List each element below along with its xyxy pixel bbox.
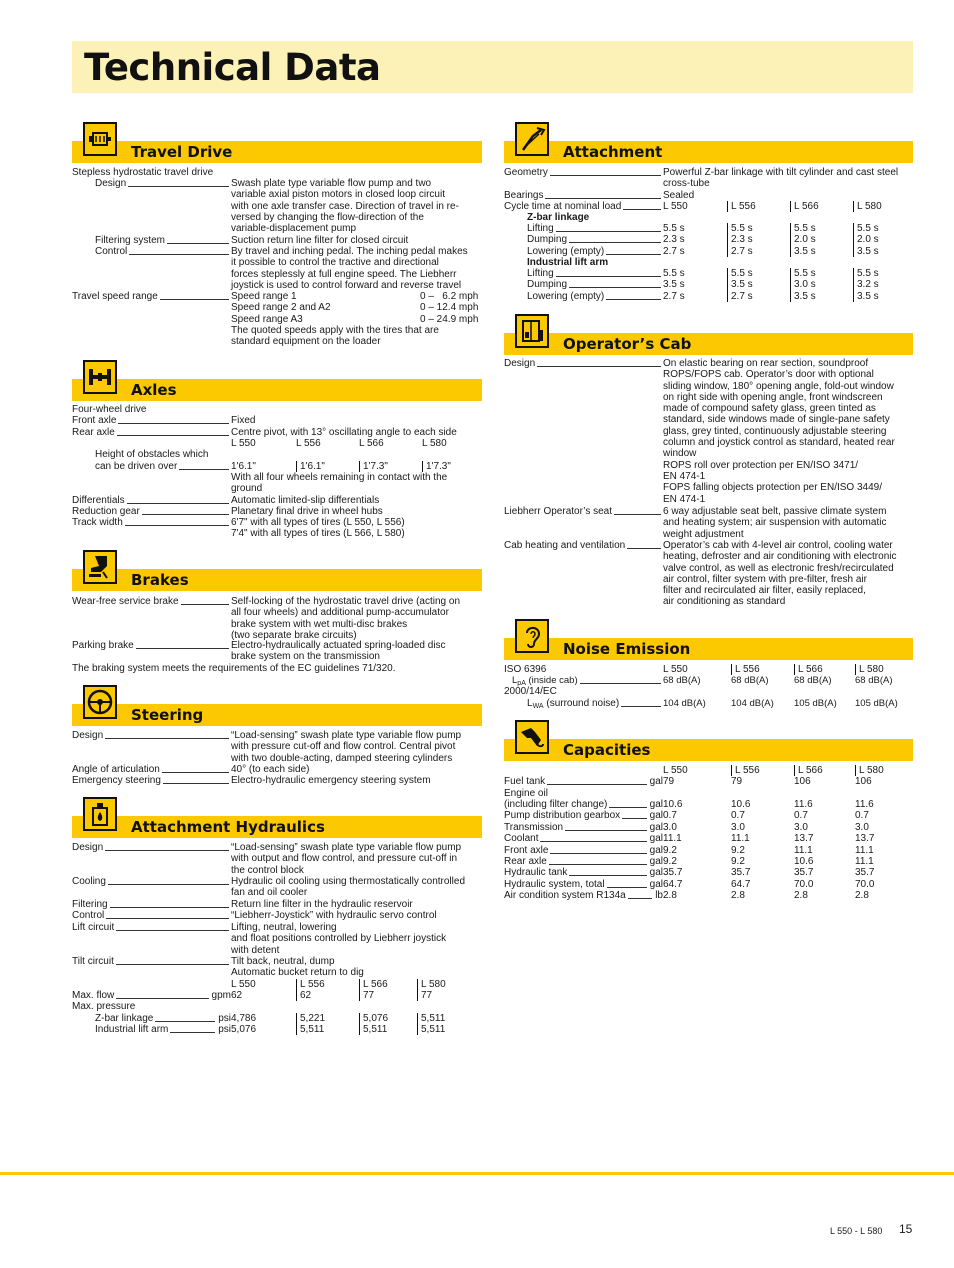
capacity-value: 3.0: [663, 822, 677, 833]
model-label: L 566: [794, 765, 855, 776]
capacity-value: 2.8: [731, 890, 745, 901]
cab-icon: [515, 314, 549, 348]
hyd-control-row: [72, 910, 482, 921]
cycle-value: 2.0 s: [790, 234, 853, 245]
cycle-value: 3.2 s: [853, 279, 879, 290]
row-label: Front axle: [72, 415, 117, 426]
obstacle-value: 1'7.3": [359, 461, 422, 472]
capacity-value: 11.1: [855, 856, 874, 867]
model-label: L 566: [359, 979, 417, 990]
travel-control-row: [95, 246, 485, 291]
cab-heating-row: [504, 540, 913, 608]
noise-value: 68 dB(A): [663, 675, 701, 686]
row-value: Swash plate type variable flow pump and two variable axial piston motors in closed loop circuit with one axle transfer case. Direction of travel in re- versed by changing the flow-direction of the variable-displacement pump: [231, 178, 459, 235]
capacity-row: [504, 833, 913, 844]
row-label: Hydraulic system, total: [504, 879, 605, 890]
speed-note: The quoted speeds apply with the tires that are standard equipment on the loader: [231, 324, 439, 348]
section-brakes: [72, 550, 482, 592]
cycle-value: 2.7 s: [663, 290, 685, 302]
att-bearings-row: [504, 190, 913, 201]
hyd-flow-row: [72, 990, 482, 1001]
noise-value: 104 dB(A): [663, 698, 706, 709]
att-geometry-row: [504, 167, 913, 190]
row-value: Planetary final drive in wheel hubs: [231, 506, 383, 517]
row-value: Sealed: [663, 190, 695, 201]
row-label: Z-bar linkage: [95, 1013, 154, 1024]
capacity-value: 70.0: [794, 879, 814, 890]
steering-wheel-icon: [83, 685, 117, 719]
page-title: Technical Data: [84, 46, 381, 89]
row-label: Design: [95, 178, 127, 189]
capacity-value: 3.0: [794, 822, 808, 833]
axles-model-header: [231, 438, 447, 449]
row-value: Tilt back, neutral, dump Automatic bucket return to dig: [231, 956, 364, 979]
brakes-note: The braking system meets the requirements of the EC guidelines 71/320.: [72, 663, 396, 674]
section-title: Capacities: [563, 741, 651, 759]
travel-speed-row: [72, 291, 482, 347]
section-title: Travel Drive: [131, 143, 233, 161]
cycle-value: 5.5 s: [853, 223, 879, 234]
brake-pedal-icon: [83, 550, 117, 584]
lift-arm-icon: [515, 122, 549, 156]
row-value: Hydraulic oil cooling using thermostatically controlled fan and oil cooler: [231, 876, 465, 899]
section-operators-cab: [504, 314, 913, 356]
capacity-value: 9.2: [663, 845, 677, 856]
row-label: Cycle time at nominal load: [504, 201, 622, 212]
axles-four-wheel: Four-wheel drive: [72, 404, 147, 415]
cycle-value: 2.3 s: [727, 234, 790, 245]
row-value: Powerful Z-bar linkage with tilt cylinder and cast steel cross-tube: [663, 167, 899, 190]
ear-icon: [515, 619, 549, 653]
section-title: Noise Emission: [563, 640, 691, 658]
row-value: Centre pivot, with 13° oscillating angle to each side: [231, 427, 457, 438]
pressure-value: 4,786: [231, 1013, 257, 1024]
speed-name: Speed range A3: [231, 313, 303, 325]
cycle-value: 5.5 s: [790, 223, 853, 234]
row-label: Filtering system: [95, 235, 166, 246]
row-label: Lifting: [527, 223, 554, 234]
row-label: (including filter change): [504, 799, 608, 810]
row-value: “Liebherr-Joystick” with hydraulic servo control: [231, 910, 437, 921]
capacity-value: 11.1: [855, 845, 874, 856]
capacity-value: 2.8: [855, 890, 869, 901]
model-label: L 550: [663, 201, 688, 212]
capacity-value: 11.1: [663, 833, 682, 844]
capacity-row: [504, 799, 913, 810]
unit: gal: [649, 822, 663, 833]
fuel-nozzle-icon: [515, 720, 549, 754]
capacity-value: 79: [663, 776, 675, 787]
obstacle-value: 1'6.1": [231, 461, 256, 472]
model-label: L 580: [417, 979, 446, 990]
row-label: Tilt circuit: [72, 956, 114, 967]
capacity-value: 35.7: [794, 867, 814, 878]
row-label: Differentials: [72, 495, 125, 506]
cycle-value: 5.5 s: [663, 223, 685, 234]
row-label: Cab heating and ventilation: [504, 540, 626, 551]
row-label: Pump distribution gearbox: [504, 810, 621, 821]
model-label: L 580: [855, 664, 884, 675]
capacity-value: 3.0: [731, 822, 745, 833]
steering-angle-row: [72, 764, 482, 775]
model-label: L 556: [731, 664, 794, 675]
row-value: Self-locking of the hydrostatic travel drive (acting on all four wheels) and additional pump-accumulator brake system with wet multi-disc brakes (two separate brake circuits): [231, 596, 460, 641]
steering-design-row: [72, 730, 482, 764]
row-label: $L_{WA}$ (surround noise): [527, 698, 620, 710]
cycle-value: 2.7 s: [727, 246, 790, 257]
model-label: L 566: [794, 664, 855, 675]
row-label: Emergency steering: [72, 775, 161, 786]
capacity-value: 106: [794, 776, 811, 787]
cycle-row: [527, 223, 913, 234]
travel-stepless: Stepless hydrostatic travel drive: [72, 167, 214, 178]
row-label: Rear axle: [504, 856, 547, 867]
speed-value: 0 – 6.2 mph: [420, 291, 479, 302]
row-label: Angle of articulation: [72, 764, 160, 775]
capacity-value: 0.7: [855, 810, 869, 821]
unit: lb: [655, 890, 663, 901]
row-value: By travel and inching pedal. The inching pedal makes it possible to control the tractive and directional forces steplessly at full engine speed. The Liebherr joystick is used to control forward and reverse travel: [231, 246, 468, 291]
row-label: Design: [72, 730, 104, 741]
row-label: Reduction gear: [72, 506, 140, 517]
capacity-value: 64.7: [731, 879, 751, 890]
row-label: Filtering: [72, 899, 108, 910]
capacity-value: 9.2: [731, 845, 745, 856]
section-title: Attachment Hydraulics: [131, 818, 325, 836]
hyd-cooling-row: [72, 876, 482, 899]
row-label: Travel speed range: [72, 291, 158, 302]
row-label: Transmission: [504, 822, 564, 833]
obstacle-value: 1'6.1": [296, 461, 359, 472]
cycle-value: 2.7 s: [727, 291, 790, 302]
pressure-value: 5,511: [296, 1024, 359, 1035]
cap-model-header: [663, 765, 884, 776]
row-value: On elastic bearing on rear section, soundproof ROPS/FOPS cab. Operator’s door with optional sliding window, 180° opening angle, fold-out window on right side with opening angle, front windscreen made of compound safety glass, green tinted as standard, side windows made of single-pane safety glass, grey tinted, continuously adjustable steering column and joystick control as standard, heated rear window ROPS roll over protection per EN/ISO 3471/ EN 474-1 FOPS falling objects protection per EN/ISO 3449/ EN 474-1: [663, 358, 895, 505]
section-title: Steering: [131, 706, 204, 724]
row-label: Rear axle: [72, 427, 115, 438]
unit: gal: [649, 799, 663, 810]
capacity-value: 2.8: [794, 890, 808, 901]
section-title: Attachment: [563, 143, 663, 161]
capacity-value: 79: [731, 776, 743, 787]
brakes-parking-row: [72, 640, 482, 663]
capacity-row: [504, 810, 913, 821]
footer-model: L 550 - L 580: [830, 1226, 883, 1236]
row-label: Wear-free service brake: [72, 596, 179, 607]
capacity-value: 11.6: [794, 799, 813, 810]
hyd-filtering-row: [72, 899, 482, 910]
brakes-service-row: [72, 596, 482, 641]
row-value: “Load-sensing” swash plate type variable flow pump with output and flow control, and pressure cut-off in the control block: [231, 842, 462, 876]
row-label: Control: [95, 246, 128, 257]
row-label: Lowering (empty): [527, 290, 605, 302]
section-attachment-hydraulics: [72, 797, 482, 839]
pressure-label: Max. pressure: [72, 1001, 136, 1012]
zbar-title: Z-bar linkage: [527, 212, 590, 223]
cycle-row: [527, 279, 913, 290]
capacity-value: 35.7: [731, 867, 751, 878]
cab-design-row: [504, 358, 913, 505]
row-label: Front axle: [504, 845, 549, 856]
model-label: L 580: [422, 438, 447, 449]
capacity-row: [504, 890, 913, 901]
model-label: L 556: [296, 438, 321, 449]
hyd-tilt-row: [72, 956, 482, 979]
ind-title: Industrial lift arm: [527, 257, 609, 268]
axles-track-row: [72, 517, 482, 540]
cycle-value: 3.5 s: [663, 279, 685, 291]
capacity-value: 13.7: [855, 833, 875, 844]
travel-filtering-row: [95, 235, 485, 246]
section-noise-emission: [504, 619, 913, 661]
hyd-design-row: [72, 842, 482, 876]
capacity-value: 0.7: [731, 810, 745, 821]
noise-value: 68 dB(A): [794, 675, 832, 686]
section-axles: [72, 360, 482, 402]
cycle-value: 2.0 s: [853, 234, 879, 245]
model-label: L 550: [231, 438, 256, 449]
capacity-row: [504, 856, 913, 867]
noise-iso-row: [504, 664, 913, 675]
noise-lpa-row: [512, 675, 913, 686]
row-label: ISO 6396: [504, 664, 547, 675]
row-label: Cooling: [72, 876, 106, 887]
capacity-value: 2.8: [663, 890, 677, 901]
obstacles-label: Height of obstacles which: [95, 449, 209, 460]
model-label: L 550: [663, 664, 688, 675]
capacity-value: 35.7: [663, 867, 683, 878]
pressure-value: 5,076: [231, 1024, 257, 1035]
row-value: Lifting, neutral, lowering and float positions controlled by Liebherr joystick with detent: [231, 922, 447, 956]
unit: psi: [218, 1024, 231, 1035]
page-number: 15: [899, 1222, 913, 1236]
axles-obstacles-row: [95, 461, 485, 472]
unit: gal: [649, 810, 663, 821]
model-label: L 556: [727, 201, 790, 212]
row-value: Return line filter in the hydraulic reservoir: [231, 899, 413, 910]
travel-design-row: [95, 178, 485, 234]
section-title: Axles: [131, 381, 177, 399]
capacity-value: 35.7: [855, 867, 875, 878]
capacity-value: 106: [855, 776, 872, 787]
row-value: 40° (to each side): [231, 764, 310, 775]
flow-value: 62: [231, 990, 243, 1001]
cycle-value: 5.5 s: [727, 223, 790, 234]
capacity-value: 9.2: [663, 856, 677, 867]
hyd-lift-row: [72, 922, 482, 956]
cycle-row: [527, 234, 913, 245]
row-value: Electro-hydraulically actuated spring-loaded disc brake system on the transmission: [231, 640, 446, 663]
engine-oil-label: Engine oil: [504, 788, 548, 799]
capacity-value: 0.7: [663, 810, 677, 821]
unit: gal: [649, 833, 663, 844]
row-label: Control: [72, 910, 105, 921]
model-label: L 580: [855, 765, 884, 776]
row-label: Bearings: [504, 190, 544, 201]
oil-can-icon: [83, 797, 117, 831]
hyd-ind-row: [95, 1024, 485, 1035]
section-steering: [72, 685, 482, 727]
capacity-row: [504, 867, 913, 878]
section-attachment: [504, 122, 913, 164]
pressure-value: 5,076: [359, 1013, 417, 1024]
model-label: L 550: [231, 979, 256, 990]
pressure-value: 5,221: [296, 1013, 359, 1024]
row-label: Track width: [72, 517, 123, 528]
noise-directive: 2000/14/EC: [504, 686, 557, 697]
att-cycle-row: [504, 201, 913, 212]
row-value: Suction return line filter for closed circuit: [231, 235, 409, 246]
row-label: $L_{pA}$ (inside cab): [512, 675, 578, 687]
cycle-value: 5.5 s: [663, 268, 685, 279]
steering-emergency-row: [72, 775, 482, 786]
row-value: Electro-hydraulic emergency steering system: [231, 775, 431, 786]
axles-diff-row: [72, 495, 482, 506]
cycle-value: 3.5 s: [853, 246, 879, 257]
model-label: L 566: [790, 201, 853, 212]
capacity-value: 11.1: [731, 833, 750, 844]
row-value: “Load-sensing” swash plate type variable flow pump with pressure cut-off and flow control. Central pivot with two double-acting, damped steering cylinders: [231, 730, 462, 764]
capacity-value: 13.7: [794, 833, 814, 844]
speed-value: 0 – 24.9 mph: [420, 313, 479, 325]
cycle-row: [527, 268, 913, 279]
capacity-value: 10.6: [663, 799, 683, 810]
cycle-value: 3.5 s: [853, 291, 879, 302]
row-value: 6'7" with all types of tires (L 550, L 556) 7'4" with all types of tires (L 566, L 580): [231, 517, 405, 540]
pressure-value: 5,511: [417, 1013, 445, 1024]
obstacle-value: 1'7.3": [422, 461, 451, 472]
capacity-value: 64.7: [663, 879, 683, 890]
unit: gpm: [211, 990, 231, 1001]
flow-value: 77: [359, 990, 417, 1001]
hyd-model-header: [231, 979, 446, 990]
cycle-value: 3.0 s: [790, 279, 853, 290]
section-title: Operator’s Cab: [563, 335, 692, 353]
hyd-zbar-row: [95, 1013, 485, 1024]
row-value: Fixed: [231, 415, 256, 426]
cycle-value: 5.5 s: [790, 268, 853, 279]
noise-value: 68 dB(A): [731, 675, 769, 686]
capacity-value: 70.0: [855, 879, 875, 890]
noise-lwa-row: [527, 698, 913, 709]
row-label: Design: [72, 842, 104, 853]
noise-value: 68 dB(A): [855, 675, 893, 686]
row-value: Operator’s cab with 4-level air control, cooling water heating, defroster and air conditioning with electronic valve control, as well as electronic fresh/recirculated air control, filter system with pre-filter, fresh air filter and recirculated air filter, easily replaced, air conditioning as standard: [663, 540, 897, 608]
unit: psi: [218, 1013, 231, 1024]
cab-seat-row: [504, 506, 913, 540]
row-label: Liebherr Operator’s seat: [504, 506, 613, 517]
capacity-value: 9.2: [731, 856, 745, 867]
axles-reduction-row: [72, 506, 482, 517]
capacity-row: [504, 776, 913, 787]
section-capacities: [504, 720, 913, 762]
capacity-value: 11.6: [855, 799, 874, 810]
cycle-value: 3.5 s: [790, 291, 853, 302]
pressure-value: 5,511: [417, 1024, 445, 1035]
row-label: Dumping: [527, 234, 568, 246]
pressure-value: 5,511: [359, 1024, 417, 1035]
speed-name: Speed range 2 and A2: [231, 302, 331, 314]
row-label: Fuel tank: [504, 776, 546, 787]
unit: gal: [649, 776, 663, 787]
row-label: Lifting: [527, 268, 554, 279]
row-label: Lift circuit: [72, 922, 115, 933]
row-label: Air condition system R134a: [504, 890, 626, 901]
row-value: Automatic limited-slip differentials: [231, 495, 380, 506]
cycle-value: 2.3 s: [663, 234, 685, 246]
cycle-value: 5.5 s: [853, 268, 879, 279]
model-label: L 566: [359, 438, 384, 449]
obstacles-note: With all four wheels remaining in contact with the ground: [231, 472, 448, 495]
row-label: Dumping: [527, 279, 568, 291]
section-title: Brakes: [131, 571, 189, 589]
row-label: can be driven over: [95, 461, 178, 472]
axles-rear-row: [72, 427, 482, 438]
footer-rule: [0, 1172, 954, 1175]
flow-value: 77: [417, 990, 432, 1001]
capacity-value: 3.0: [855, 822, 869, 833]
axle-icon: [83, 360, 117, 394]
row-label: Hydraulic tank: [504, 867, 568, 878]
row-label: Design: [504, 358, 536, 369]
cycle-row: [527, 291, 913, 302]
model-label: L 580: [853, 201, 882, 212]
model-label: L 556: [296, 979, 359, 990]
capacity-value: 0.7: [794, 810, 808, 821]
noise-value: 105 dB(A): [794, 698, 837, 709]
speed-name: Speed range 1: [231, 291, 297, 302]
capacity-value: 10.6: [731, 799, 751, 810]
row-label: Parking brake: [72, 640, 134, 651]
cycle-row: [527, 246, 913, 257]
cycle-value: 3.5 s: [790, 246, 853, 257]
speed-value: 0 – 12.4 mph: [420, 302, 479, 314]
unit: gal: [649, 867, 663, 878]
unit: gal: [649, 879, 663, 890]
capacity-value: 11.1: [794, 845, 813, 856]
capacity-row: [504, 822, 913, 833]
cycle-value: 5.5 s: [727, 268, 790, 279]
capacity-value: 10.6: [794, 856, 814, 867]
row-label: Industrial lift arm: [95, 1024, 169, 1035]
axles-front-row: [72, 415, 482, 426]
row-label: Geometry: [504, 167, 548, 178]
model-label: L 550: [663, 765, 688, 776]
row-label: Coolant: [504, 833, 539, 844]
model-label: L 556: [731, 765, 794, 776]
motor-icon: [83, 122, 117, 156]
row-label: Lowering (empty): [527, 245, 605, 257]
row-label: Max. flow: [72, 990, 115, 1001]
flow-value: 62: [296, 990, 359, 1001]
noise-value: 104 dB(A): [731, 698, 774, 709]
capacity-row: [504, 879, 913, 890]
row-value: 6 way adjustable seat belt, passive climate system and heating system; air suspension with automatic weight adjustment: [663, 506, 887, 540]
cycle-value: 2.7 s: [663, 245, 685, 257]
unit: gal: [649, 856, 663, 867]
unit: gal: [649, 845, 663, 856]
noise-value: 105 dB(A): [855, 698, 898, 709]
capacity-row: [504, 845, 913, 856]
cycle-value: 3.5 s: [727, 279, 790, 290]
